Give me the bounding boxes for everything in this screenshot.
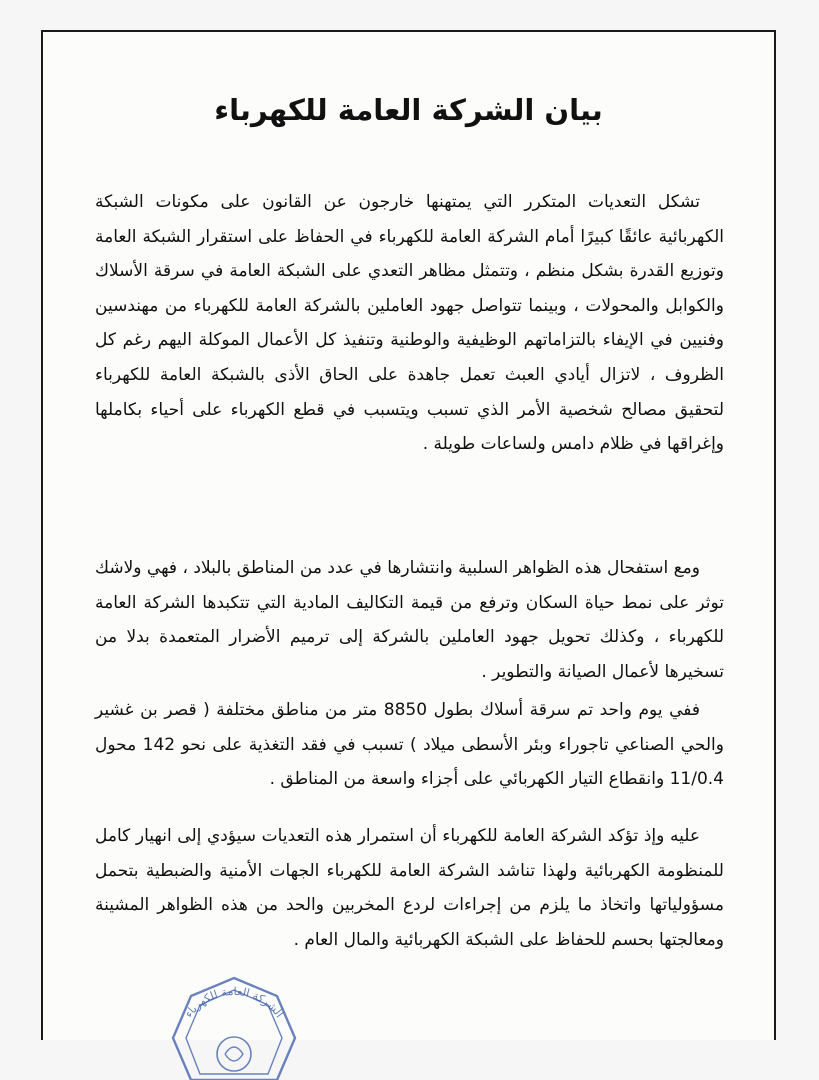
paragraph-3: ففي يوم واحد تم سرقة أسلاك بطول 8850 متر من مناطق مختلفة ( قصر بن غشير والحي الصناعي تاجوراء وبئر الأسطى ميلاد ) تسبب في فقد التغذية على نحو 142 محول 11/0.4 وانقطاع التيار الكهربائي على أجزاء واسعة من المناطق . (95, 700, 724, 790)
svg-text:الشركة العامة للكهرباء (182, 985, 286, 1020)
paragraph-4: عليه وإذ تؤكد الشركة العامة للكهرباء أن استمرار هذه التعديات سيؤدي إلى انهيار كامل للمنظومة الكهربائية ولهذا تناشد الشركة العامة للكهرباء الجهات الأمنية والضبطية بتحمل مسؤولياتها واتخاذ ما يلزم من إجراءات لردع المخربين والحد من هذه الظواهر المشينة ومعالجتها بحسم للحفاظ على الشبكة الكهربائية والمال العام . (95, 826, 724, 950)
paragraph-2: ومع استفحال هذه الظواهر السلبية وانتشارها في عدد من المناطق بالبلاد ، فهي ولاشك توثر على نمط حياة السكان وترفع من قيمة التكاليف المادية التي تتكبدها الشركة العامة للكهرباء ، وكذلك تحويل جهود العاملين بالشركة إلى ترميم الأضرار المتعمدة بدلا من تسخيرها لأعمال الصيانة والتطوير . (95, 558, 724, 682)
company-seal-stamp (159, 970, 309, 1080)
document-page (41, 30, 776, 1040)
document-title: بيان الشركة العامة للكهرباء (214, 93, 603, 127)
paragraph-1: تشكل التعديات المتكرر التي يمتهنها خارجون عن القانون على مكونات الشبكة الكهربائية عائقًا كبيرًا أمام الشركة العامة للكهرباء في الحفاظ على استقرار الشبكة العامة وتوزيع القدرة بشكل منظم ، وتتمثل مظاهر التعدي على الشبكة العامة في سرقة الأسلاك والكوابل والمحولات ، وبينما تتواصل جهود العاملين بالشركة العامة للكهرباء من مهندسين وفنيين في الإيفاء بالتزاماتهم الوظيفية والوطنية وتنفيذ كل الأعمال الموكلة اليهم رغم كل الظروف ، لاتزال أيادي العبث تعمل جاهدة على الحاق الأذى بالشبكة العامة للكهرباء لتحقيق مصالح شخصية الأمر الذي تسبب ويتسبب في قطع الكهرباء على أحياء بكاملها وإغراقها في ظلام دامس ولساعات طويلة . (95, 192, 724, 455)
seal-lettering: الشركة العامة للكهرباء (182, 984, 287, 1021)
seal-emblem (217, 1037, 251, 1071)
